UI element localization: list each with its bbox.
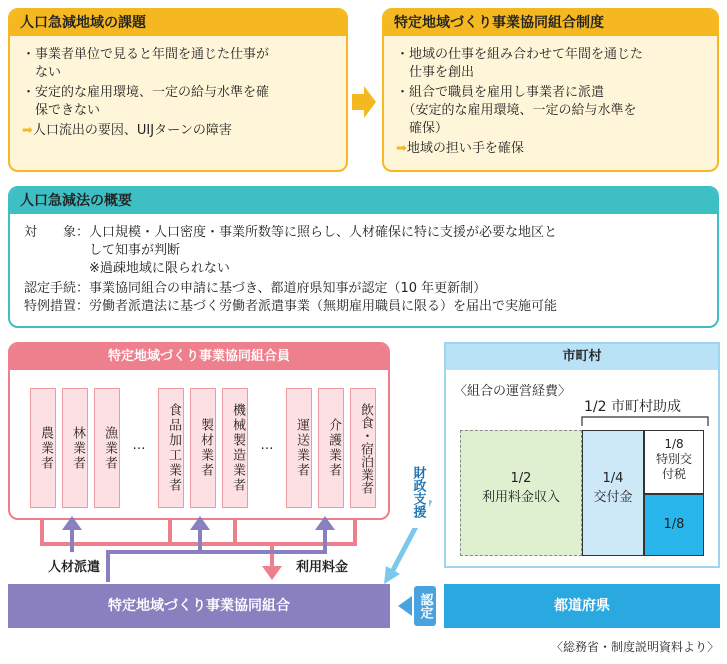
segment-quarter-value: 1/4 <box>602 471 624 486</box>
system-result: 地域の担い手を確保 <box>406 141 524 156</box>
system-title: 特定地域づくり事業協同組合制度 <box>384 10 717 36</box>
industry-hospitality: 飲食・宿泊業者 <box>350 388 376 508</box>
system-line: 確保） <box>396 121 449 136</box>
overview-title: 人口急減法の概要 <box>10 188 717 214</box>
issues-line: ・事業者単位で見ると年間を通じた仕事が <box>22 47 270 62</box>
overview-line: 認定手続：事業協同組合の申請に基づき、都道府県知事が認定（10 年更新制） <box>24 281 487 296</box>
segment-eighth-tax-label: 特別交付税 <box>655 452 692 481</box>
segment-quarter-label: 交付金 <box>593 490 633 505</box>
municipality-box <box>444 342 720 568</box>
system-line: ・地域の仕事を組み合わせて年間を通じた <box>396 47 644 62</box>
issues-line: ない <box>22 65 62 80</box>
issues-title: 人口急減地域の課題 <box>10 10 346 36</box>
source-note: 〈総務省・制度説明資料より〉 <box>550 640 719 654</box>
subsidy-label: 1/2 市町村助成 <box>584 399 681 415</box>
industry-machinery: 機械製造業者 <box>222 388 248 508</box>
segment-quarter <box>582 430 644 556</box>
segment-eighth-tax-value: 1/8 <box>664 437 684 451</box>
finance-label: 財政支援 <box>407 456 429 528</box>
cost-label: 〈組合の運営経費〉 <box>454 384 572 399</box>
segment-half <box>460 430 582 556</box>
overview-line: 対 象：人口規模・人口密度・事業所数等に照らし、人材確保に特に支援が必要な地区と <box>24 225 558 240</box>
industry-agriculture: 農業者 <box>30 388 56 508</box>
municipality-title: 市町村 <box>446 344 718 370</box>
subsidy-bracket <box>580 414 710 428</box>
result-arrow-icon: ➡ <box>396 141 407 156</box>
dispatch-label: 人材派遣 <box>48 560 101 575</box>
overview-line: 特例措置：労働者派遣法に基づく労働者派遣事業（無期雇用職員に限る）を届出で実施可能 <box>24 299 558 314</box>
members-title: 特定地域づくり事業協同組合員 <box>10 344 388 370</box>
industry-food: 食品加工業者 <box>158 388 184 508</box>
issues-line: ・安定的な雇用環境、一定の給与水準を確 <box>22 85 270 100</box>
overview-line: して知事が判断 <box>24 243 181 258</box>
issues-result: 人口流出の要因、UIJターンの障害 <box>32 123 232 138</box>
industry-care: 介護業者 <box>318 388 344 508</box>
segment-eighth-tax <box>644 430 704 494</box>
system-line: ・組合で職員を雇用し事業者に派遣 <box>396 85 605 100</box>
segment-half-value: 1/2 <box>510 471 532 486</box>
result-arrow-icon: ➡ <box>22 123 33 138</box>
industry-forestry: 林業者 <box>62 388 88 508</box>
issues-line: 保できない <box>22 103 101 118</box>
segment-eighth: 1/8 <box>644 494 704 556</box>
union-bar: 特定地域づくり事業協同組合 <box>8 584 390 628</box>
prefecture-bar: 都道府県 <box>444 584 720 628</box>
system-line: （安定的な雇用環境、一定の給与水準を <box>396 103 637 118</box>
system-line: 仕事を創出 <box>396 65 475 80</box>
overview-line: ※過疎地域に限られない <box>24 261 230 276</box>
ellipsis: … <box>132 438 146 453</box>
industry-fishery: 漁業者 <box>94 388 120 508</box>
certify-label: 認定 <box>414 586 436 626</box>
industry-lumber: 製材業者 <box>190 388 216 508</box>
segment-half-label: 利用料金収入 <box>481 490 560 505</box>
industry-transport: 運送業者 <box>286 388 312 508</box>
fee-label: 利用料金 <box>296 560 349 575</box>
ellipsis: … <box>260 438 274 453</box>
